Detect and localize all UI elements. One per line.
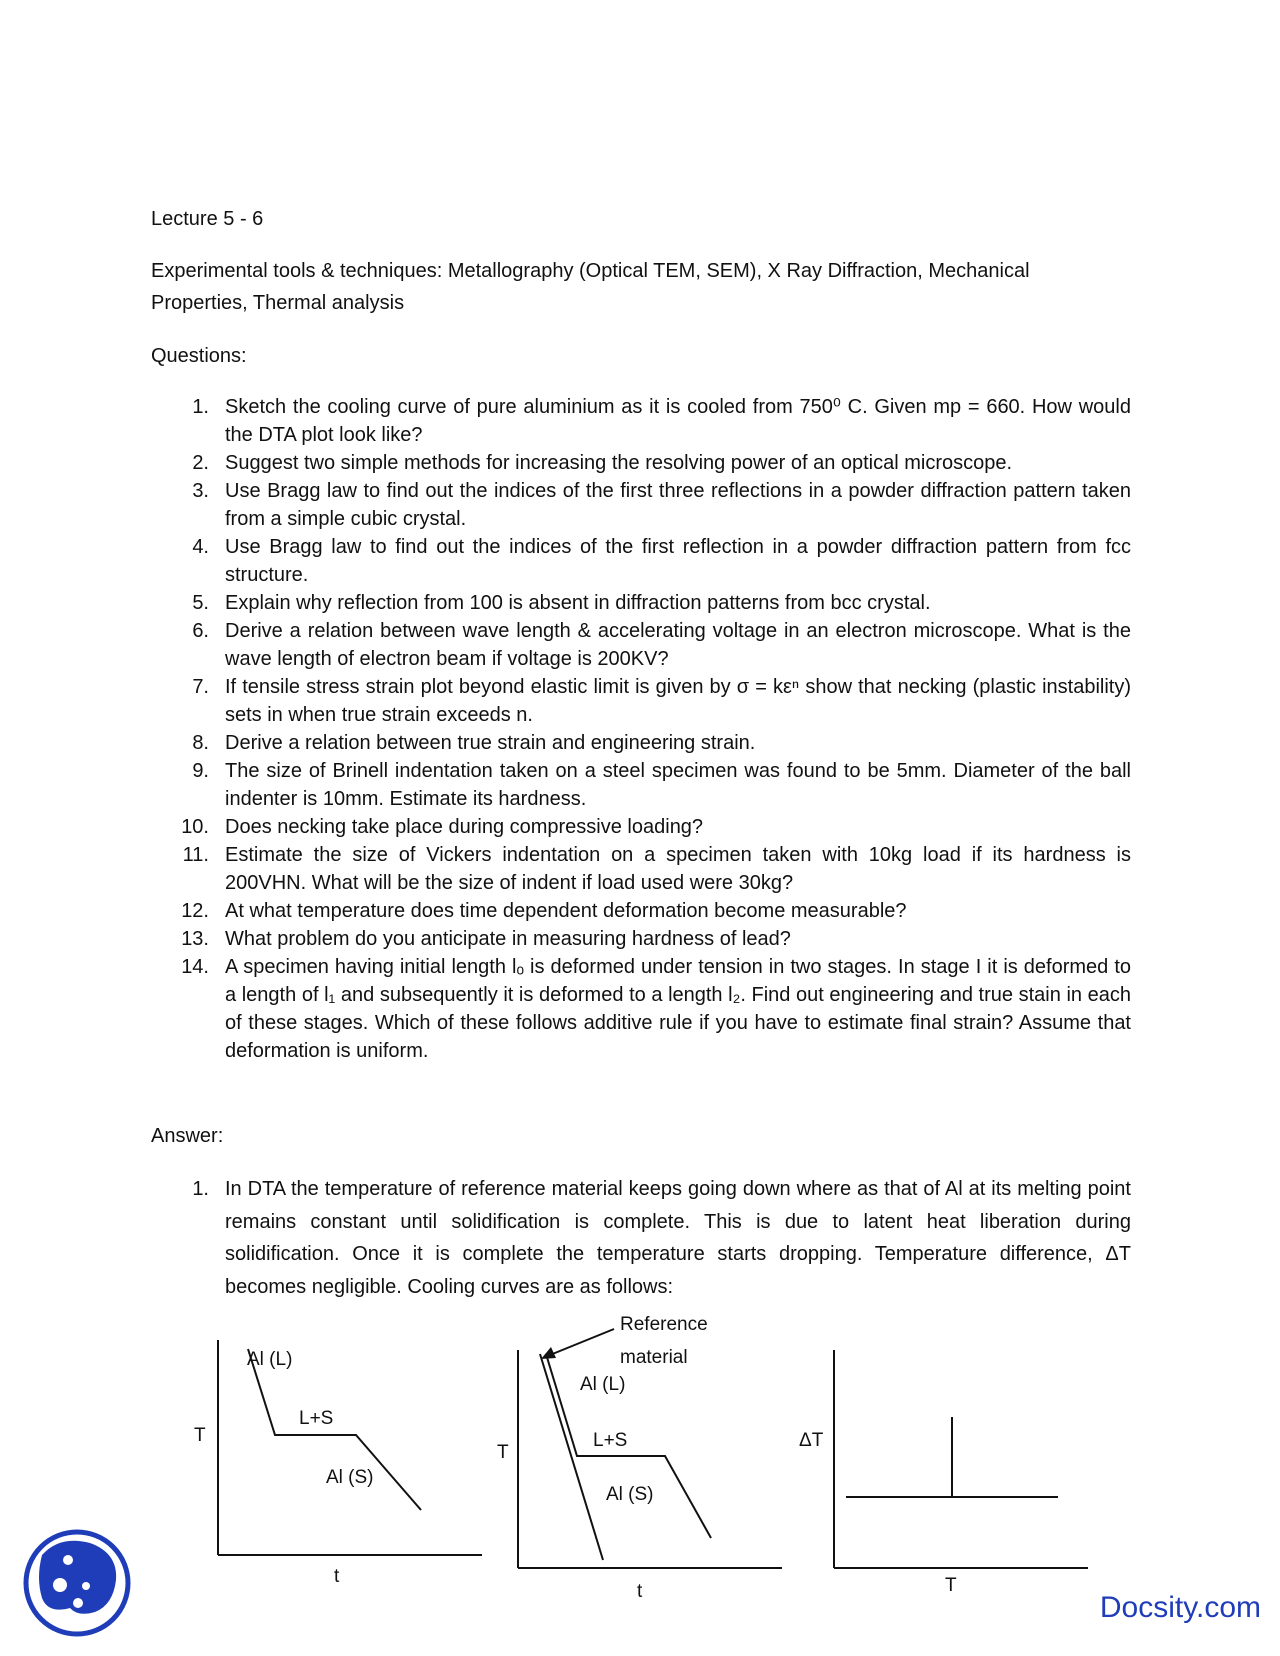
question-number: 1. [192, 396, 209, 418]
topics-line-2: Properties, Thermal analysis [151, 292, 405, 314]
label-mixed-phase: L+S [593, 1430, 628, 1451]
question-number: 2. [192, 452, 209, 474]
y-axis-label: T [497, 1442, 509, 1463]
question-text: Derive a relation between wave length & accelerating voltage in an electron microscope. What is the wave length of electron beam if voltage is 200KV? [225, 620, 1131, 670]
question-number: 11. [182, 844, 209, 866]
answer-number: 1. [192, 1178, 209, 1200]
reference-label-line1: Reference [620, 1314, 708, 1335]
question-number: 13. [181, 928, 209, 950]
x-axis-label: t [334, 1566, 340, 1587]
question-text: Suggest two simple methods for increasing the resolving power of an optical microscope. [225, 452, 1013, 474]
docsity-logo [26, 1532, 128, 1634]
question-number: 4. [192, 536, 209, 558]
al-cooling-line [546, 1354, 711, 1538]
question-text: A specimen having initial length lₒ is deformed under tension in two stages. In stage I it is deformed to a length of l₁ and subsequently it is deformed to a length l₂. Find out engineering and true stain in each of these stages. Which of these follows additive rule if you have to estimate final strain? Assume that deformation is uniform. [225, 956, 1131, 1062]
question-text: Explain why reflection from 100 is absent in diffraction patterns from bcc crystal. [225, 592, 931, 614]
question-text: Use Bragg law to find out the indices of the first three reflections in a powder diffraction pattern taken from a simple cubic crystal. [225, 480, 1131, 530]
question-text: Does necking take place during compressive loading? [225, 816, 704, 838]
cooling-curve-al [194, 1340, 482, 1587]
logo-dot [53, 1578, 67, 1592]
question-number: 8. [192, 732, 209, 754]
label-mixed-phase: L+S [299, 1408, 334, 1429]
question-number: 5. [192, 592, 209, 614]
question-number: 3. [192, 480, 209, 502]
questions-heading: Questions: [151, 345, 247, 367]
question-text: At what temperature does time dependent deformation become measurable? [225, 900, 907, 922]
logo-dot [82, 1582, 90, 1590]
label-liquid: Al (L) [247, 1349, 293, 1370]
label-solid: Al (S) [606, 1484, 654, 1505]
question-number: 9. [192, 760, 209, 782]
question-text: What problem do you anticipate in measuring hardness of lead? [225, 928, 791, 950]
x-axis-label: T [945, 1575, 957, 1596]
question-number: 6. [192, 620, 209, 642]
question-text: Derive a relation between true strain and engineering strain. [225, 732, 756, 754]
logo-dot [63, 1555, 73, 1565]
question-text: The size of Brinell indentation taken on a steel specimen was found to be 5mm. Diameter of the ball indenter is 10mm. Estimate its hardness. [225, 760, 1131, 810]
logo-dot [73, 1598, 83, 1608]
question-number: 7. [192, 676, 209, 698]
answer-text: In DTA the temperature of reference material keeps going down where as that of Al at its melting point remains constant until solidification is complete. This is due to latent heat liberation during solidification. Once it is complete the temperature starts dropping. Temperature difference, ΔT becomes negligible. Cooling curves are as follows: [225, 1178, 1131, 1298]
lecture-title: Lecture 5 - 6 [151, 208, 264, 230]
y-axis-label: T [194, 1425, 206, 1446]
label-solid: Al (S) [326, 1467, 374, 1488]
reference-arrow [550, 1329, 614, 1355]
topics-line-1: Experimental tools & techniques: Metallography (Optical TEM, SEM), X Ray Diffraction, Mechanical [151, 260, 1030, 282]
question-number: 12. [181, 900, 209, 922]
x-axis-label: t [637, 1581, 643, 1602]
label-liquid: Al (L) [580, 1374, 626, 1395]
question-number: 14. [181, 956, 209, 978]
question-text: Estimate the size of Vickers indentation on a specimen taken with 10kg load if its hardness is 200VHN. What will be the size of indent if load used were 30kg? [225, 844, 1131, 894]
cooling-curve-reference [497, 1314, 782, 1602]
question-number: 10. [181, 816, 209, 838]
reference-label-line2: material [620, 1347, 688, 1368]
answer-heading: Answer: [151, 1125, 224, 1147]
dta-plot [799, 1350, 1088, 1596]
question-text: Use Bragg law to find out the indices of the first reflection in a powder diffraction pattern from fcc structure. [225, 536, 1131, 586]
question-text: If tensile stress strain plot beyond elastic limit is given by σ = kεⁿ show that necking (plastic instability) sets in when true strain exceeds n. [225, 676, 1131, 726]
question-text: Sketch the cooling curve of pure aluminium as it is cooled from 750⁰ C. Given mp = 660. How would the DTA plot look like? [225, 396, 1131, 446]
brand-watermark: Docsity.com [1099, 1591, 1261, 1624]
y-axis-label: ΔT [799, 1430, 824, 1451]
